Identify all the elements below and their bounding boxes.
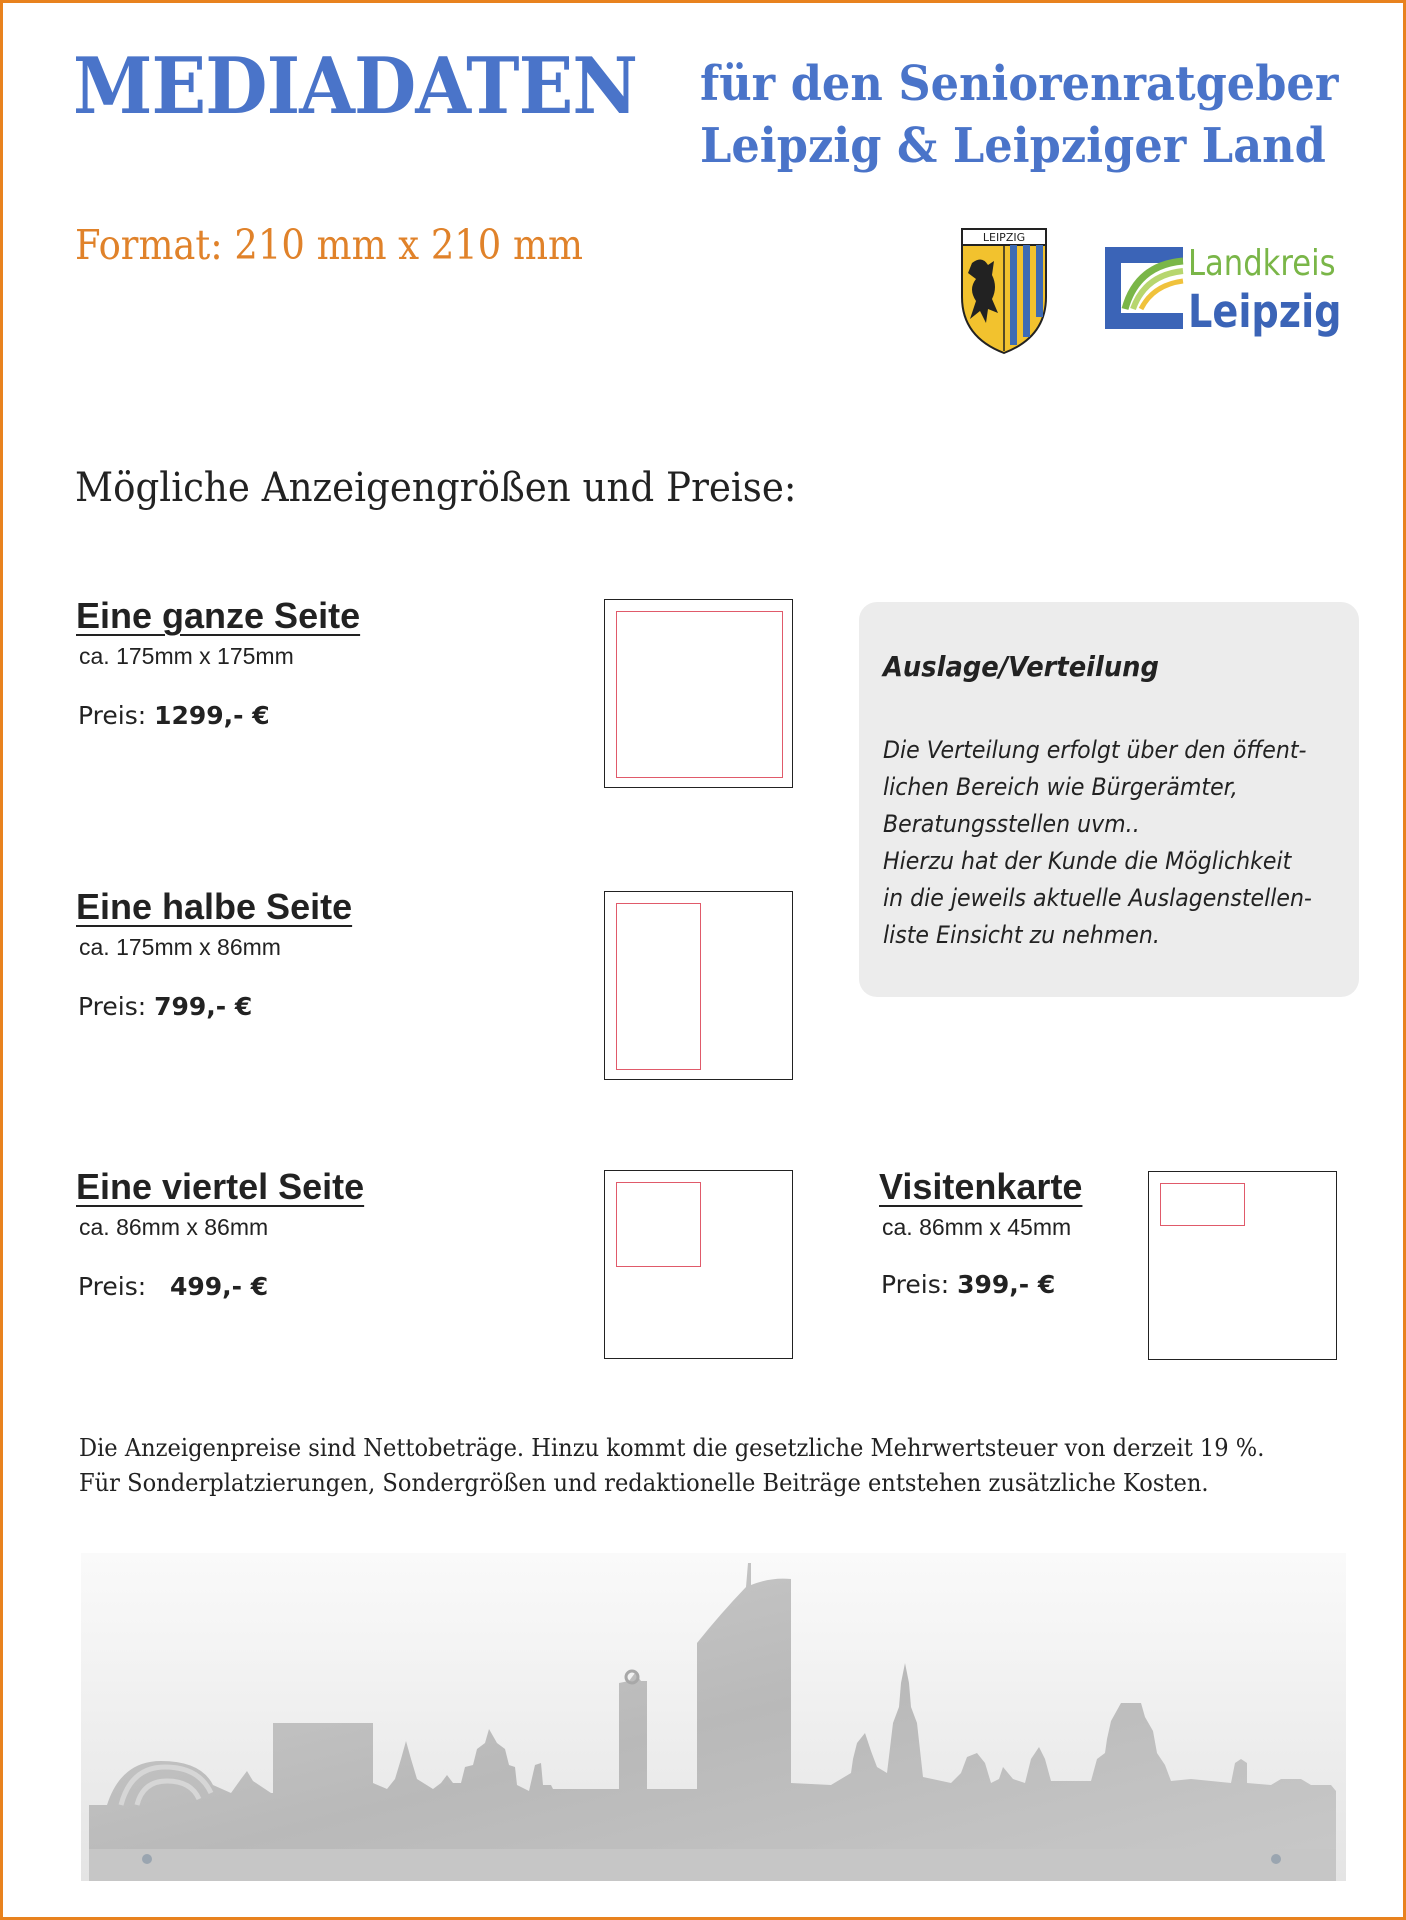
info-line: Beratungsstellen uvm.. (883, 810, 1140, 838)
price-label: Preis: (78, 701, 147, 730)
leipzig-skyline-image (81, 1553, 1346, 1881)
footnote-line-1: Die Anzeigenpreise sind Nettobeträge. Hinzu kommt die gesetzliche Mehrwertsteuer von derzeit 19 %. (79, 1434, 1265, 1462)
page-subtitle (700, 53, 1338, 177)
ad-full-preview (604, 599, 793, 788)
info-line: Die Verteilung erfolgt über den öffent- (883, 736, 1307, 764)
section-heading: Mögliche Anzeigengrößen und Preise: (75, 465, 797, 511)
leipzig-crest-icon (958, 227, 1050, 355)
info-title: Auslage/Verteilung (883, 650, 1159, 683)
crest-label: LEIPZIG (982, 231, 1026, 244)
price-value: 399,- € (957, 1270, 1056, 1299)
subtitle-line-1: für den Seniorenratgeber (700, 56, 1339, 112)
footnote-line-2: Für Sonderplatzierungen, Sondergrößen und redaktionelle Beiträge entstehen zusätzliche Kosten. (79, 1469, 1209, 1497)
distribution-info-box (859, 602, 1359, 997)
landkreis-text-2: Leipzig (1188, 285, 1342, 338)
ad-quarter-price (78, 1272, 268, 1301)
info-line: in die jeweils aktuelle Auslagenstellen- (883, 884, 1312, 912)
ad-card-price (881, 1270, 1055, 1299)
ad-half-price (78, 992, 252, 1021)
ad-quarter-title: Eine viertel Seite (76, 1166, 365, 1207)
ad-card-preview (1148, 1171, 1337, 1360)
ad-quarter-area (616, 1182, 701, 1267)
ad-half-size: ca. 175mm x 86mm (79, 934, 281, 960)
price-value: 499,- € (169, 1272, 269, 1301)
ad-quarter-preview (604, 1170, 793, 1359)
ad-half-preview (604, 891, 793, 1080)
ad-full-area (616, 611, 783, 778)
landkreis-logo-icon (1103, 243, 1185, 331)
ad-half-area (616, 903, 701, 1070)
page-title: MEDIADATEN (73, 41, 638, 132)
price-label: Preis: (881, 1270, 950, 1299)
info-line: liste Einsicht zu nehmen. (883, 921, 1160, 949)
price-footnote (79, 1431, 1340, 1501)
subtitle-line-2: Leipzig & Leipziger Land (700, 118, 1326, 174)
format-label: Format: 210 mm x 210 mm (75, 221, 583, 269)
ad-card-size: ca. 86mm x 45mm (882, 1214, 1072, 1240)
price-label: Preis: (78, 992, 147, 1021)
price-value: 799,- € (154, 992, 253, 1021)
ad-full-title: Eine ganze Seite (76, 595, 361, 636)
price-value: 1299,- € (154, 701, 270, 730)
ad-card-area (1160, 1183, 1245, 1226)
ad-full-price (78, 701, 270, 730)
landkreis-text-1: Landkreis (1188, 243, 1336, 284)
ad-quarter-size: ca. 86mm x 86mm (79, 1214, 269, 1240)
ad-half-title: Eine halbe Seite (76, 886, 353, 927)
info-text (883, 732, 1353, 954)
price-label: Preis: (78, 1272, 147, 1301)
ad-full-size: ca. 175mm x 175mm (79, 643, 294, 669)
info-line: Hierzu hat der Kunde die Möglichkeit (883, 847, 1292, 875)
info-line: lichen Bereich wie Bürgerämter, (883, 773, 1238, 801)
ad-card-title: Visitenkarte (879, 1166, 1083, 1207)
